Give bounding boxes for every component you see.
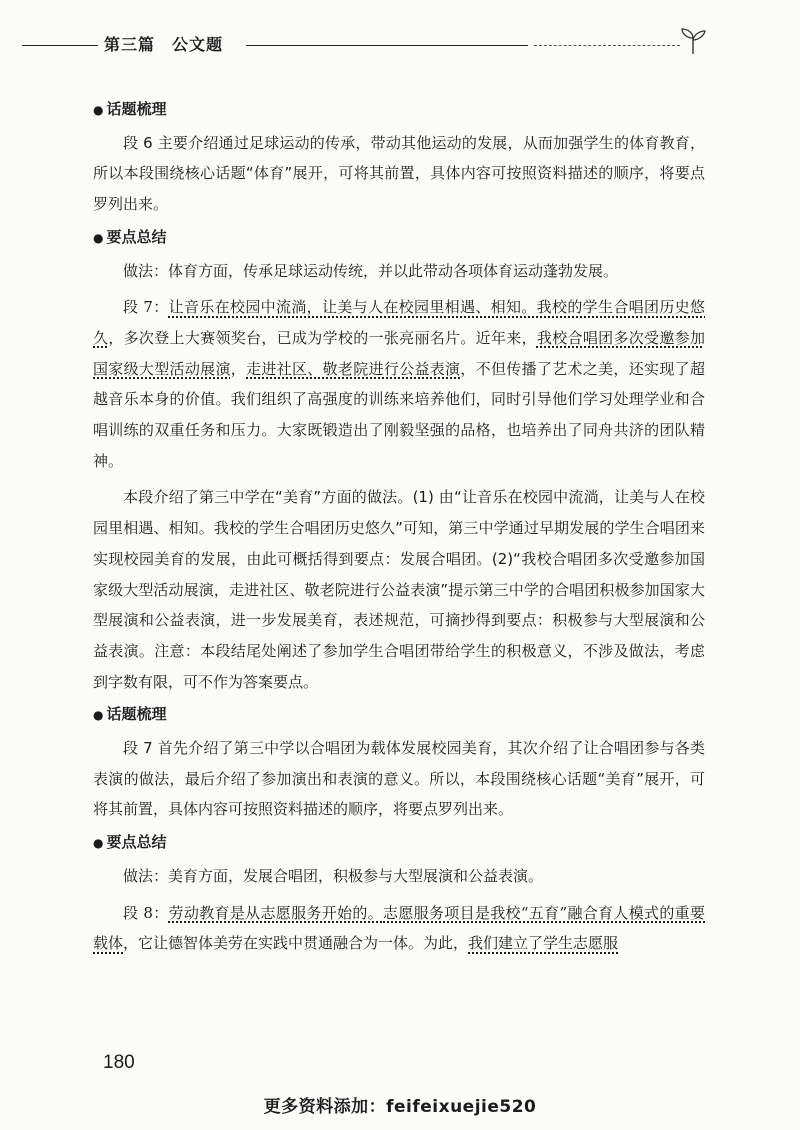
- bullet-heading-text: 话题梳理: [106, 100, 167, 118]
- source-label: 段 8：: [123, 903, 169, 922]
- bullet-dot-icon: ●: [93, 836, 104, 851]
- page-body: [93, 92, 705, 959]
- paragraph: 段 6 主要介绍通过足球运动的传承，带动其他运动的发展，从而加强学生的体育教育，所以本段围绕核心话题“体育”展开，可将其前置，具体内容可按照资料描述的顺序，将要点罗列出来。: [93, 133, 705, 214]
- source-paragraph: [93, 292, 705, 476]
- bullet-dot-icon: ●: [93, 708, 104, 723]
- bullet-heading: [93, 222, 705, 254]
- section-title: 第三篇 公文题: [104, 35, 224, 54]
- source-text: ，不但传播了艺术之美，还实现了超越音乐本身的价值。我们组织了高强度的训练来培养他们，同时引导他们学习处理学业和合唱训练的双重任务和压力。大家既锻造出了刚毅坚强的品格，也培养出了同舟共济的团队精神。: [93, 359, 705, 470]
- page-number: 180: [103, 1052, 135, 1073]
- underlined-text: 劳动教育是从志愿服务开始的。: [168, 903, 384, 922]
- paragraph: 段 7 首先介绍了第三中学以合唱团为载体发展校园美育，其次介绍了让合唱团参与各类表演的做法，最后介绍了参加演出和表演的意义。所以，本段围绕核心话题“美育”展开，可将其前置，具体内容可按照资料描述的顺序，将要点罗列出来。: [93, 739, 705, 819]
- bullet-dot-icon: ●: [93, 103, 104, 117]
- sprout-icon: [678, 26, 708, 56]
- underlined-text: 我校的学生合唱团历史悠久: [93, 298, 705, 347]
- source-paragraph: [93, 898, 705, 959]
- paragraph: 做法：体育方面，传承足球运动传统，并以此带动各项体育运动蓬勃发展。: [123, 261, 619, 280]
- underlined-text: 志愿服务项目是我校“五育”融合育人模式的重要载体: [93, 903, 705, 953]
- bullet-heading-text: 要点总结: [106, 227, 167, 246]
- underlined-text: 让音乐在校园中流淌，让美与人在校园里相遇、相知。: [168, 298, 537, 317]
- bullet-heading: [93, 94, 705, 126]
- footer-note: 更多资料添加：feifeixuejie520: [263, 1097, 537, 1117]
- bullet-heading: [93, 699, 705, 731]
- bullet-heading-text: 话题梳理: [106, 705, 167, 724]
- paragraph: 本段介绍了第三中学在“美育”方面的做法。(1) 由“让音乐在校园中流淌，让美与人在校园里相遇、相知。我校的学生合唱团历史悠久”可知，第三中学通过早期发展的学生合唱团来实现校园美育的发展，由此可概括得到要点：发展合唱团。(2)“我校合唱团多次受邀参加国家级大型活动展演，走进社区、敬老院进行公益表演”提示第三中学的合唱团积极参加国家大型展演和公益表演，进一步发展美育，表述规范，可摘抄得到要点：积极参与大型展演和公益表演。注意：本段结尾处阐述了参加学生合唱团带给学生的积极意义，不涉及做法，考虑到字数有限，可不作为答案要点。: [93, 488, 705, 691]
- source-text: ，: [230, 359, 247, 378]
- header-rule-left: [22, 45, 98, 46]
- running-header: [0, 30, 800, 60]
- bullet-heading: [93, 827, 705, 859]
- bullet-dot-icon: ●: [93, 230, 104, 245]
- paragraph: 做法：美育方面，发展合唱团，积极参与大型展演和公益表演。: [123, 866, 544, 885]
- underlined-text: 我们建立了学生志愿服: [468, 934, 619, 953]
- header-rule-right: [246, 45, 528, 46]
- underlined-text: 走进社区、敬老院进行公益表演: [246, 359, 461, 378]
- underlined-text: 我校合唱团多次受邀参加国家级大型活动展演: [93, 328, 705, 378]
- bullet-heading-text: 要点总结: [106, 833, 167, 852]
- header-rule-dotted: [534, 45, 680, 46]
- source-label: 段 7：: [123, 298, 169, 317]
- source-text: ，多次登上大赛领奖台，已成为学校的一张亮丽名片。近年来，: [108, 328, 537, 347]
- source-text: ，它让德智体美劳在实践中贯通融合为一体。为此，: [123, 934, 469, 953]
